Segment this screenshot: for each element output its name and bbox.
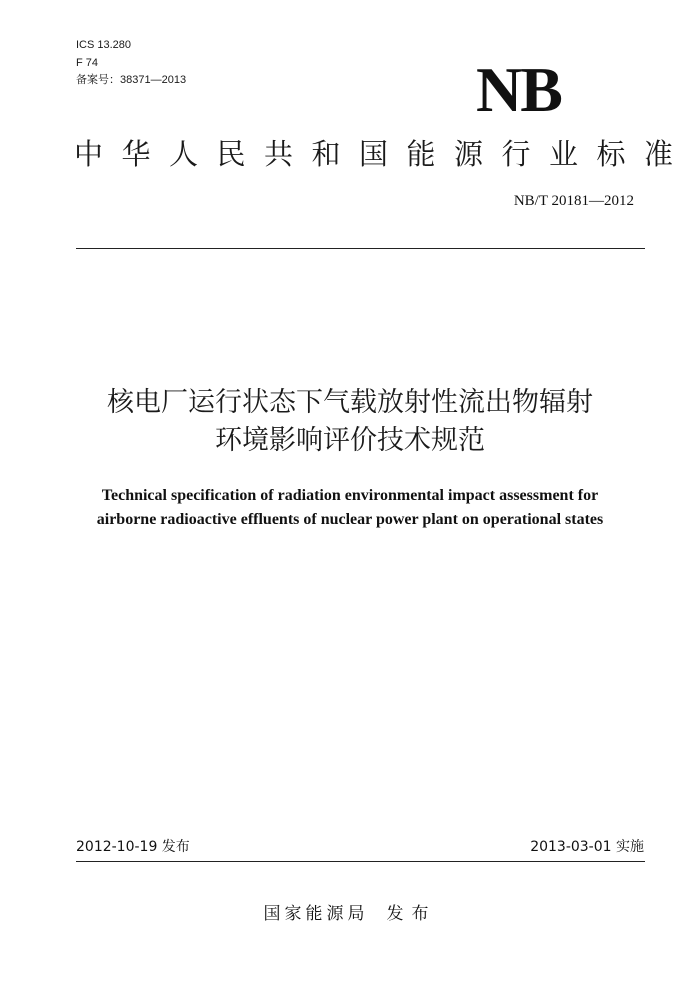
title-cn-line-2: 环境影响评价技术规范	[215, 425, 485, 456]
top-divider	[76, 248, 645, 249]
implementation-date: 2013-03-01 实施	[530, 839, 644, 855]
ccs-code: F 74	[76, 57, 99, 69]
filing-number: 备案号：38371—2013	[76, 74, 187, 86]
publisher-action: 发布	[386, 904, 437, 924]
publisher-org: 国家能源局	[263, 904, 369, 924]
industry-standard-heading: 中华人民共和国能源行业标准	[74, 137, 692, 171]
title-cn-line-1: 核电厂运行状态下气载放射性流出物辐射	[107, 387, 593, 418]
publisher-line	[0, 903, 700, 925]
title-en-line-2: airborne radioactive effluents of nuclear power plant on operational states	[96, 511, 604, 528]
bottom-divider	[76, 861, 645, 862]
issue-date: 2012-10-19 发布	[76, 839, 190, 855]
title-en-line-1: Technical specification of radiation environmental impact assessment for	[101, 487, 599, 504]
standard-number: NB/T 20181—2012	[513, 193, 634, 209]
nb-logo: NB	[476, 54, 561, 125]
ics-code: ICS 13.280	[76, 39, 132, 51]
